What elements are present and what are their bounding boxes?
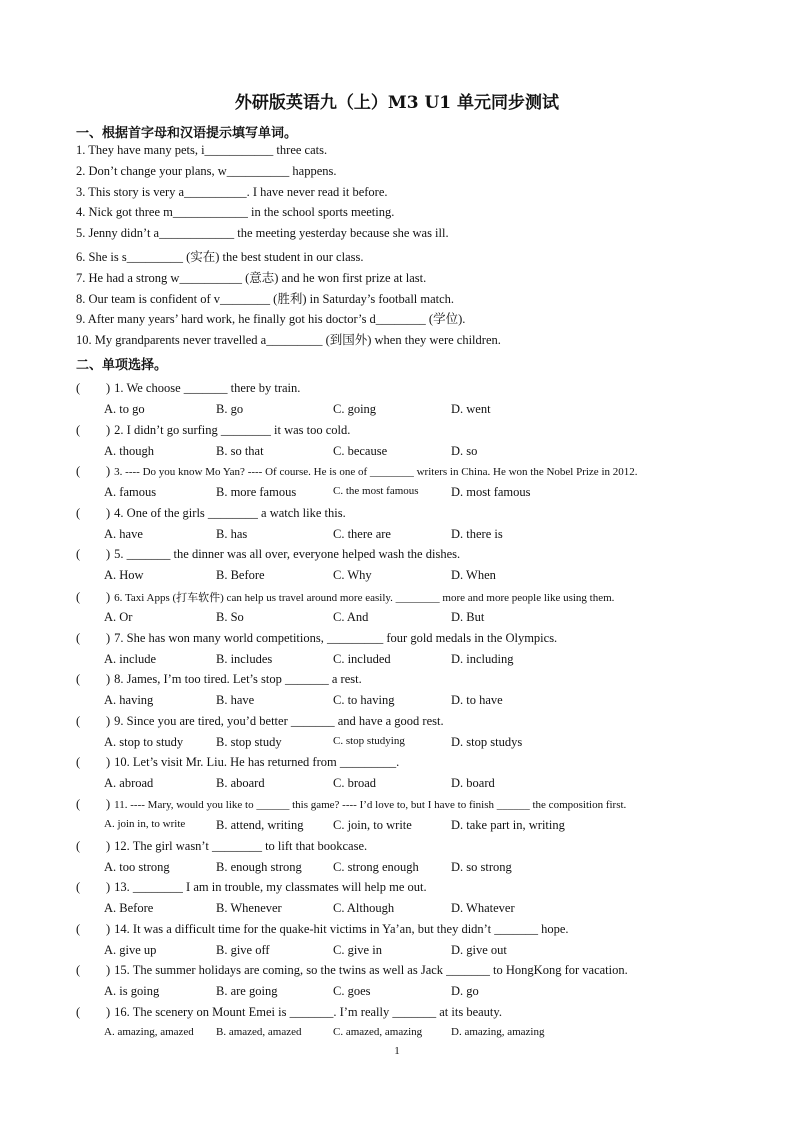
answer-paren-open[interactable]: (: [76, 713, 81, 728]
answer-option[interactable]: D. so strong: [451, 859, 512, 874]
answer-paren-open[interactable]: (: [76, 505, 81, 520]
answer-paren-close: ): [106, 713, 111, 728]
answer-paren-close: ): [106, 963, 111, 978]
answer-paren-open[interactable]: (: [76, 797, 81, 811]
answer-option[interactable]: B. more famous: [216, 485, 297, 500]
answer-paren-open[interactable]: (: [76, 1005, 81, 1019]
answer-paren-open[interactable]: (: [76, 755, 81, 770]
answer-option[interactable]: C. And: [333, 610, 369, 624]
fill-item: 4. Nick got three m____________ in the school sports meeting.: [76, 205, 395, 219]
answer-paren-close: ): [106, 381, 111, 395]
answer-paren-open[interactable]: (: [76, 838, 81, 853]
question-row: [76, 797, 626, 812]
answer-option[interactable]: C. stop studying: [333, 734, 405, 747]
answer-option[interactable]: D. take part in, writing: [451, 818, 565, 832]
answer-option[interactable]: A. though: [104, 443, 154, 458]
question-stem: 9. Since you are tired, you’d better _______ and have a good rest.: [114, 713, 444, 728]
answer-paren-open[interactable]: (: [76, 880, 81, 895]
answer-option[interactable]: C. strong enough: [333, 859, 419, 874]
answer-option[interactable]: C. broad: [333, 776, 377, 791]
fill-item: 1. They have many pets, i___________ three cats.: [76, 143, 328, 157]
answer-option[interactable]: A. Or: [104, 610, 133, 624]
answer-option[interactable]: B. So: [216, 610, 244, 624]
question-row: [76, 714, 444, 729]
answer-option[interactable]: B. go: [216, 402, 244, 416]
question-row: [76, 631, 557, 646]
answer-option[interactable]: A. include: [104, 651, 157, 666]
fill-item: 5. Jenny didn’t a____________ the meeting yesterday because she was ill.: [76, 226, 449, 240]
answer-option[interactable]: B. Whenever: [216, 901, 282, 916]
page-title: 外研版英语九（上）M3 U1 单元同步测试: [234, 93, 560, 113]
fill-item: 3. This story is very a__________. I have never read it before.: [76, 185, 388, 199]
question-row: [76, 547, 460, 562]
answer-option[interactable]: A. amazing, amazed: [104, 1026, 194, 1038]
answer-paren-close: ): [106, 797, 111, 811]
answer-option[interactable]: C. goes: [333, 984, 371, 999]
answer-option[interactable]: A. having: [104, 693, 154, 708]
answer-option[interactable]: C. Although: [333, 901, 395, 916]
answer-option[interactable]: B. has: [216, 526, 248, 541]
question-row: [76, 423, 350, 438]
question-row: [76, 755, 399, 770]
answer-option[interactable]: C. going: [333, 402, 377, 416]
answer-option[interactable]: B. enough strong: [216, 859, 302, 874]
question-row: [76, 381, 300, 396]
answer-paren-close: ): [106, 422, 111, 437]
answer-option[interactable]: C. there are: [333, 526, 391, 541]
answer-paren-close: ): [106, 505, 111, 520]
answer-option[interactable]: B. have: [216, 693, 255, 708]
fill-item: 6. She is s_________ (实在) the best student in our class.: [76, 250, 364, 264]
answer-paren-close: ): [106, 672, 111, 687]
section-heading-fill-in: 一、根据首字母和汉语提示填写单词。: [76, 126, 298, 141]
answer-option[interactable]: B. attend, writing: [216, 818, 304, 832]
answer-option[interactable]: D. board: [451, 776, 495, 791]
answer-option[interactable]: C. the most famous: [333, 485, 419, 498]
question-stem: 3. ---- Do you know Mo Yan? ---- Of course. He is one of ________ writers in China. He won the Nobel Prize in 2012.: [114, 466, 638, 479]
answer-paren-open[interactable]: (: [76, 963, 81, 978]
answer-paren-open[interactable]: (: [76, 547, 81, 562]
answer-option[interactable]: A. join in, to write: [104, 818, 186, 830]
answer-paren-close: ): [106, 921, 111, 936]
answer-option[interactable]: B. are going: [216, 984, 278, 999]
answer-option[interactable]: B. give off: [216, 942, 270, 957]
answer-option[interactable]: A. to go: [104, 402, 145, 416]
question-stem: 11. ---- Mary, would you like to ______ this game? ---- I’d love to, but I have to finish ______ the composition first.: [114, 799, 627, 811]
answer-option[interactable]: D. so: [451, 443, 478, 458]
answer-option[interactable]: D. stop studys: [451, 734, 523, 749]
answer-option[interactable]: A. have: [104, 526, 143, 541]
question-stem: 16. The scenery on Mount Emei is _______. I’m really _______ at its beauty.: [114, 1005, 502, 1019]
question-row: [76, 880, 427, 895]
answer-paren-close: ): [106, 464, 111, 479]
answer-paren-close: ): [106, 590, 111, 604]
answer-option[interactable]: B. stop study: [216, 734, 282, 749]
question-row: [76, 589, 614, 605]
answer-option[interactable]: A. abroad: [104, 776, 154, 791]
fill-item: 8. Our team is confident of v________ (胜利) in Saturday’s football match.: [76, 292, 455, 306]
answer-option[interactable]: D. most famous: [451, 485, 531, 500]
answer-paren-open[interactable]: (: [76, 630, 81, 645]
answer-option[interactable]: C. because: [333, 443, 388, 458]
question-stem: 8. James, I’m too tired. Let’s stop _______ a rest.: [114, 672, 362, 687]
answer-option[interactable]: C. join, to write: [333, 818, 412, 832]
answer-option[interactable]: D. amazing, amazing: [451, 1026, 545, 1038]
answer-paren-close: ): [106, 755, 111, 770]
answer-option[interactable]: C. included: [333, 651, 391, 666]
answer-paren-open[interactable]: (: [76, 422, 81, 437]
fill-item: 9. After many years’ hard work, he finally got his doctor’s d________ (学位).: [76, 312, 466, 326]
answer-paren-close: ): [106, 630, 111, 645]
answer-option[interactable]: A. How: [104, 568, 144, 583]
answer-option[interactable]: A. famous: [104, 485, 157, 500]
answer-option[interactable]: A. too strong: [104, 859, 170, 874]
answer-option[interactable]: D. to have: [451, 693, 503, 708]
answer-option[interactable]: A. stop to study: [104, 734, 184, 749]
answer-option[interactable]: D. When: [451, 568, 496, 583]
answer-paren-open[interactable]: (: [76, 672, 81, 687]
question-stem: 12. The girl wasn’t ________ to lift that bookcase.: [114, 838, 368, 853]
answer-option[interactable]: B. Before: [216, 568, 265, 583]
answer-paren-open[interactable]: (: [76, 381, 81, 395]
answer-option[interactable]: C. amazed, amazing: [333, 1026, 423, 1038]
question-stem: 10. Let’s visit Mr. Liu. He has returned from _________.: [114, 755, 400, 770]
answer-option[interactable]: D. give out: [451, 942, 507, 957]
answer-option[interactable]: B. so that: [216, 443, 264, 458]
fill-item: 10. My grandparents never travelled a_________ (到国外) when they were children.: [76, 333, 501, 347]
question-stem: 7. She has won many world competitions, _________ four gold medals in the Olympics.: [114, 630, 558, 645]
answer-option[interactable]: C. Why: [333, 568, 372, 583]
question-stem: 14. It was a difficult time for the quake-hit victims in Ya’an, but they didn’t _______ hope.: [114, 921, 569, 936]
answer-paren-close: ): [106, 838, 111, 853]
answer-option[interactable]: D. there is: [451, 526, 503, 541]
question-stem: 1. We choose _______ there by train.: [114, 381, 301, 395]
question-stem: 13. ________ I am in trouble, my classmates will help me out.: [114, 880, 427, 895]
fill-item: 2. Don’t change your plans, w__________ happens.: [76, 164, 337, 178]
answer-paren-open[interactable]: (: [76, 590, 81, 604]
answer-option[interactable]: A. is going: [104, 984, 160, 999]
answer-option[interactable]: D. Whatever: [451, 901, 515, 916]
answer-option[interactable]: A. give up: [104, 942, 157, 957]
answer-option[interactable]: C. give in: [333, 942, 382, 957]
answer-option[interactable]: C. to having: [333, 693, 395, 708]
question-row: [76, 506, 346, 521]
question-row: [76, 839, 367, 854]
question-stem: 15. The summer holidays are coming, so the twins as well as Jack _______ to HongKong for vacation.: [114, 963, 628, 978]
answer-option[interactable]: B. aboard: [216, 776, 265, 791]
answer-paren-open[interactable]: (: [76, 464, 81, 479]
answer-paren-close: ): [106, 880, 111, 895]
page-number: 1: [394, 1045, 400, 1057]
question-stem: 5. _______ the dinner was all over, everyone helped wash the dishes.: [114, 547, 461, 562]
question-row: [76, 963, 628, 978]
answer-option[interactable]: B. amazed, amazed: [216, 1026, 302, 1038]
question-stem: 2. I didn’t go surfing ________ it was too cold.: [114, 422, 351, 437]
answer-option[interactable]: B. includes: [216, 651, 273, 666]
answer-paren-close: ): [106, 547, 111, 562]
answer-option[interactable]: D. But: [451, 610, 485, 624]
fill-item: 7. He had a strong w__________ (意志) and he won first prize at last.: [76, 271, 427, 285]
answer-option[interactable]: A. Before: [104, 901, 154, 916]
question-row: [76, 922, 569, 937]
question-row: [76, 464, 638, 479]
question-stem: 4. One of the girls ________ a watch like this.: [114, 505, 346, 520]
question-row: [76, 1005, 502, 1020]
question-row: [76, 672, 362, 687]
answer-paren-close: ): [106, 1005, 111, 1019]
answer-option[interactable]: D. went: [451, 402, 491, 416]
answer-paren-open[interactable]: (: [76, 921, 81, 936]
section-heading-multiple-choice: 二、单项选择。: [76, 358, 168, 373]
question-stem: 6. Taxi Apps (打车软件) can help us travel around more easily. ________ more and more people like using them.: [114, 592, 615, 604]
answer-option[interactable]: D. go: [451, 984, 479, 999]
answer-option[interactable]: D. including: [451, 651, 514, 666]
